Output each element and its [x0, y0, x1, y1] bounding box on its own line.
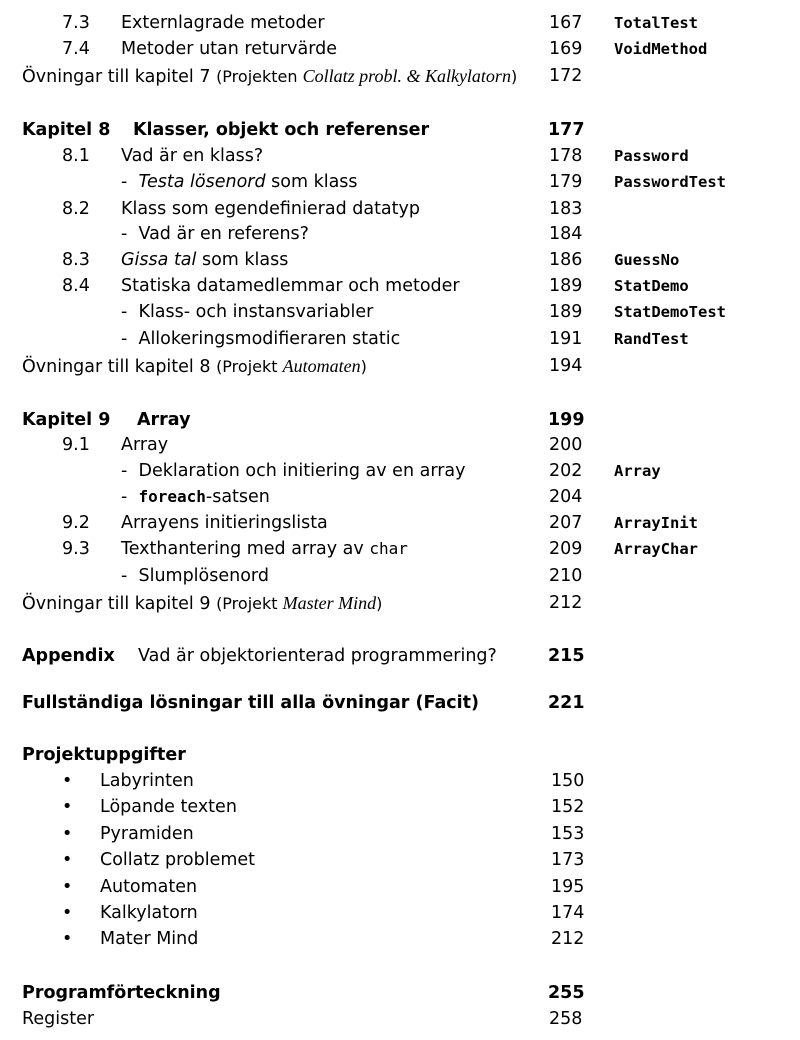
- dash: -: [121, 172, 128, 192]
- section-number: 9.1: [62, 435, 90, 455]
- page-number: 189: [549, 302, 583, 322]
- code-keyword: foreach: [138, 487, 206, 506]
- toc-row: [0, 36, 800, 62]
- chapter-label: Kapitel 9: [22, 410, 111, 430]
- section-title: Externlagrade metoder: [121, 13, 325, 33]
- section-title: Metoder utan returvärde: [121, 39, 337, 59]
- toc-row: [0, 10, 800, 36]
- bullet-icon: •: [62, 771, 73, 791]
- page-number: 258: [549, 1009, 583, 1029]
- page-number: 153: [551, 823, 585, 844]
- exercises-label: [22, 590, 382, 617]
- project-names: Automaten: [282, 356, 361, 376]
- text: Klass- och instansvariabler: [138, 302, 374, 322]
- program-name: RandTest: [614, 330, 689, 348]
- text: -satsen: [205, 487, 270, 507]
- section-number: 7.3: [62, 13, 90, 33]
- projects-heading: Projektuppgifter: [22, 745, 186, 765]
- page-number: 215: [548, 646, 585, 666]
- section-title: [121, 247, 288, 273]
- program-name: VoidMethod: [614, 40, 708, 58]
- page-number: 209: [549, 539, 583, 559]
- exercises-row: [0, 63, 800, 89]
- section-title: [121, 536, 408, 562]
- subsection-title: [121, 221, 309, 247]
- project-names: Collatz probl. & Kalkylatorn: [302, 66, 511, 86]
- program-name: Array: [614, 462, 661, 480]
- page-number: 179: [549, 172, 583, 192]
- dash: -: [121, 302, 128, 322]
- page-number: 212: [549, 593, 583, 613]
- bullet-icon: •: [62, 903, 73, 923]
- exercises-text: Övningar till kapitel 9: [22, 594, 211, 614]
- project-note: [216, 594, 382, 613]
- project-names: Master Mind: [282, 593, 377, 613]
- toc-row: [0, 510, 800, 536]
- exercises-row: [0, 590, 800, 616]
- page-number: 169: [549, 39, 583, 59]
- bullet-icon: •: [62, 929, 73, 950]
- toc-row: [0, 143, 800, 169]
- project-title: Automaten: [100, 876, 198, 897]
- page-number: 172: [549, 66, 583, 86]
- toc-row: [0, 196, 800, 222]
- subsection-title: [121, 484, 270, 510]
- text: Vad är en referens?: [138, 224, 309, 244]
- program-index-row: [0, 980, 800, 1006]
- exercises-row: [0, 353, 800, 379]
- page-number: 204: [549, 487, 583, 507]
- chapter-row: [0, 407, 800, 433]
- program-name: GuessNo: [614, 251, 680, 269]
- chapter-title: Array: [137, 410, 191, 430]
- text: Texthantering med array av: [121, 539, 370, 559]
- code-keyword: char: [369, 539, 408, 558]
- list-item: [0, 821, 800, 847]
- section-title: Klass som egendefinierad datatyp: [121, 199, 420, 219]
- chapter-title: Klasser, objekt och referenser: [133, 120, 430, 140]
- dash: -: [121, 566, 128, 586]
- program-name: TotalTest: [614, 14, 698, 32]
- toc-subrow: [0, 563, 800, 589]
- toc-subrow: [0, 458, 800, 484]
- subsection-title: [121, 169, 358, 195]
- section-title: Array: [121, 435, 169, 455]
- project-note: [216, 67, 517, 86]
- project-title: Labyrinten: [100, 771, 194, 791]
- bullet-icon: •: [62, 823, 73, 844]
- text: Deklaration och initiering av en array: [138, 461, 466, 481]
- list-item: [0, 874, 800, 900]
- dash: -: [121, 487, 128, 507]
- page-number: 199: [548, 410, 585, 430]
- page-number: 195: [551, 876, 585, 897]
- italic-text: Gissa tal: [121, 250, 197, 270]
- dash: -: [121, 461, 128, 481]
- page-number: 152: [551, 797, 585, 818]
- paren-close: ): [376, 594, 383, 613]
- page-number: 183: [549, 199, 583, 219]
- subsection-title: [121, 299, 373, 325]
- program-name: ArrayInit: [614, 514, 698, 532]
- page-number: 200: [549, 435, 583, 455]
- project-title: Kalkylatorn: [100, 903, 198, 923]
- project-title: Pyramiden: [100, 823, 194, 844]
- paren-close: ): [360, 357, 367, 376]
- page-number: 167: [549, 13, 583, 33]
- toc-subrow: [0, 221, 800, 247]
- program-name: PasswordTest: [614, 173, 726, 191]
- section-number: 8.4: [62, 276, 90, 296]
- paren-open: (Projekt: [216, 357, 283, 376]
- page-number: 221: [548, 693, 585, 713]
- page-number: 174: [551, 903, 585, 923]
- toc-subrow: [0, 326, 800, 352]
- toc-subrow: [0, 169, 800, 195]
- text: som klass: [265, 172, 358, 192]
- page-number: 210: [549, 566, 583, 586]
- program-name: StatDemo: [614, 277, 689, 295]
- toc-row: [0, 536, 800, 562]
- exercises-label: [22, 353, 367, 380]
- exercises-text: Övningar till kapitel 8: [22, 357, 211, 377]
- program-name: Password: [614, 147, 689, 165]
- project-note: [216, 357, 367, 376]
- page-number: 194: [549, 356, 583, 376]
- paren-open: (Projekt: [216, 594, 283, 613]
- register-title: Register: [22, 1009, 95, 1029]
- subsection-title: [121, 326, 400, 352]
- program-name: StatDemoTest: [614, 303, 726, 321]
- register-row: [0, 1006, 800, 1032]
- project-title: Löpande texten: [100, 797, 237, 818]
- page-number: 191: [549, 329, 583, 349]
- text: Allokeringsmodifieraren static: [138, 329, 401, 349]
- projects-heading-row: [0, 742, 800, 768]
- program-name: ArrayChar: [614, 540, 698, 558]
- section-number: 8.3: [62, 250, 90, 270]
- section-title: Vad är en klass?: [121, 146, 264, 166]
- section-number: 7.4: [62, 39, 90, 59]
- page-number: 184: [549, 224, 583, 244]
- subsection-title: [121, 458, 466, 484]
- page-number: 255: [548, 983, 585, 1003]
- section-number: 8.1: [62, 146, 90, 166]
- bullet-icon: •: [62, 876, 73, 897]
- page-number: 189: [549, 276, 583, 296]
- chapter-row: [0, 117, 800, 143]
- project-title: Mater Mind: [100, 929, 199, 950]
- toc-row: [0, 247, 800, 273]
- exercises-label: [22, 63, 517, 90]
- subsection-title: [121, 563, 269, 589]
- chapter-label: Kapitel 8: [22, 120, 111, 140]
- italic-text: Testa lösenord: [138, 172, 266, 192]
- page-number: 207: [549, 513, 583, 533]
- section-number: 9.3: [62, 539, 90, 559]
- text: Slumplösenord: [138, 566, 269, 586]
- list-item: [0, 794, 800, 820]
- bullet-icon: •: [62, 850, 73, 871]
- page-number: 178: [549, 146, 583, 166]
- page-number: 186: [549, 250, 583, 270]
- section-number: 9.2: [62, 513, 90, 533]
- appendix-label: Appendix: [22, 646, 115, 666]
- toc-subrow: [0, 484, 800, 510]
- program-index-title: Programförteckning: [22, 983, 221, 1003]
- list-item: [0, 900, 800, 926]
- toc-row: [0, 273, 800, 299]
- paren-open: (Projekten: [216, 67, 303, 86]
- paren-close: ): [510, 67, 518, 86]
- list-item: [0, 926, 800, 952]
- section-number: 8.2: [62, 199, 90, 219]
- page-number: 150: [551, 771, 585, 791]
- appendix-title: Vad är objektorienterad programmering?: [138, 646, 497, 666]
- section-title: Statiska datamedlemmar och metoder: [121, 276, 460, 296]
- toc-row: [0, 432, 800, 458]
- text: som klass: [196, 250, 289, 270]
- page-number: 202: [549, 461, 583, 481]
- dash: -: [121, 329, 128, 349]
- list-item: [0, 768, 800, 794]
- exercises-text: Övningar till kapitel 7: [22, 67, 211, 87]
- appendix-row: [0, 643, 800, 669]
- section-title: Arrayens initieringslista: [121, 513, 328, 533]
- page-number: 173: [551, 850, 585, 871]
- facit-title: Fullständiga lösningar till alla övningar (Facit): [22, 693, 479, 713]
- facit-row: [0, 690, 800, 716]
- page-number: 212: [551, 929, 585, 950]
- toc-subrow: [0, 299, 800, 325]
- bullet-icon: •: [62, 797, 73, 818]
- page-number: 177: [548, 120, 585, 140]
- dash: -: [121, 224, 128, 244]
- list-item: [0, 847, 800, 873]
- project-title: Collatz problemet: [100, 850, 256, 871]
